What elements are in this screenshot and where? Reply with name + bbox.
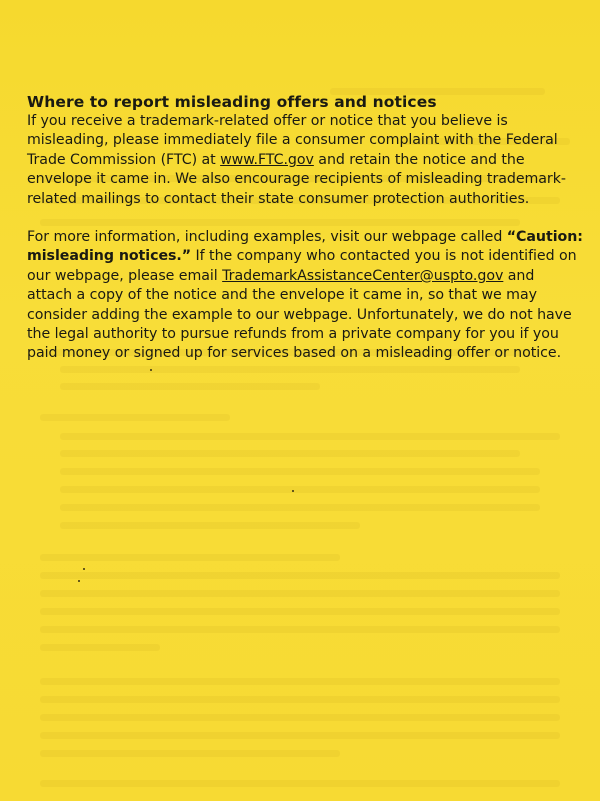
paragraph-report bbox=[27, 112, 583, 209]
para1-text: If you receive a trademark-related offer or notice that you believe is misleading, please immediately file a consumer complaint with the Federal Trade Commission (FTC) at bbox=[27, 113, 558, 168]
paper-speck bbox=[292, 490, 294, 492]
paper-speck bbox=[83, 568, 85, 570]
para1-text-end: and retain the notice and the envelope it came in. We also encourage recipients of misleading trademark-related mailings to contact their state consumer protection authorities. bbox=[27, 151, 566, 207]
email-link[interactable]: TrademarkAssistanceCenter@uspto.gov bbox=[222, 267, 504, 284]
webpage-title: “Caution: misleading notices.” bbox=[27, 229, 583, 265]
paragraph-more-info bbox=[27, 228, 583, 364]
paper-speck bbox=[78, 580, 80, 582]
section-heading: Where to report misleading offers and notices bbox=[27, 93, 437, 111]
para2-intro: For more information, including examples, visit our webpage called bbox=[27, 229, 507, 246]
ftc-link[interactable]: www.FTC.gov bbox=[220, 151, 314, 168]
report-section bbox=[27, 92, 583, 364]
paper-speck bbox=[150, 369, 152, 371]
para2-end: and attach a copy of the notice and the envelope it came in, so that we may consider adding the example to our webpage. Unfortunately, we do not have the legal authority to pursue refunds from a private company for you if you paid money or signed up for services based on a misleading offer or notice. bbox=[27, 267, 572, 362]
para2-middle: If the company who contacted you is not identified on our webpage, please email bbox=[27, 248, 577, 284]
